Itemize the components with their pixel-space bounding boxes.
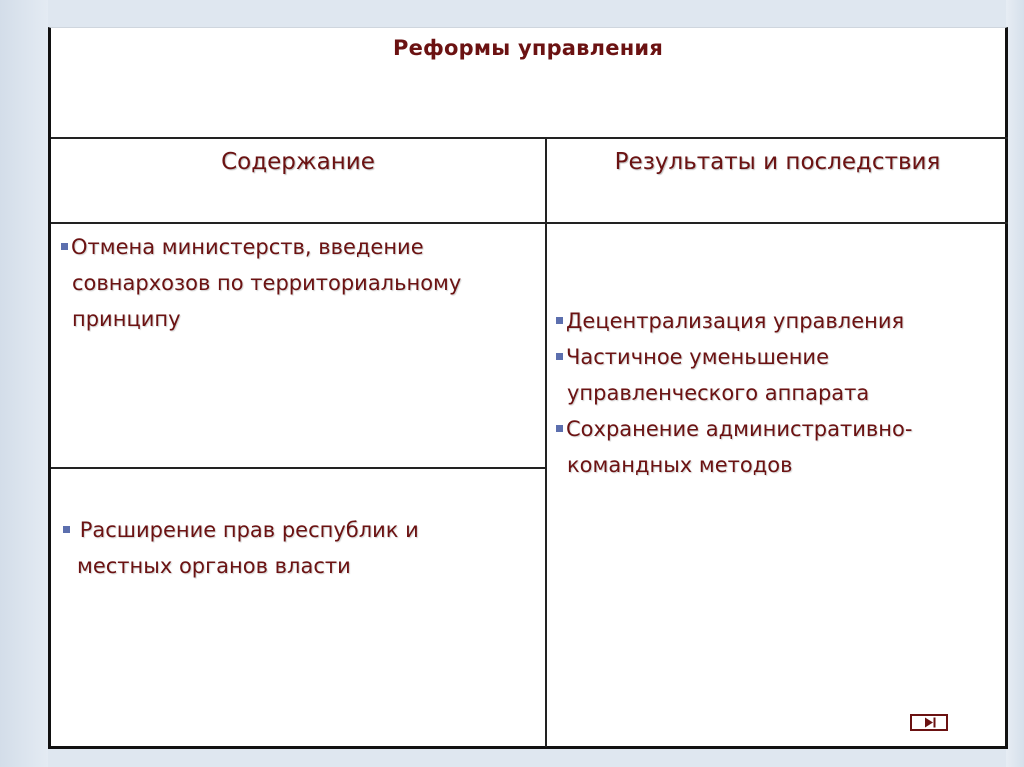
header-row-divider — [51, 222, 1008, 224]
list-item: Расширение прав республик и — [63, 512, 541, 548]
list-item: Частичное уменьшение — [556, 339, 1001, 375]
background-right-panel — [1006, 0, 1024, 767]
square-bullet-icon — [556, 353, 563, 360]
results-cell: Децентрализация управления Частичное уменьшение управленческого аппарата Сохранение административно- командных методов — [556, 303, 1001, 483]
list-item: Сохранение административно- — [556, 411, 1001, 447]
reforms-table — [51, 137, 1008, 747]
square-bullet-icon — [556, 425, 563, 432]
square-bullet-icon — [61, 243, 68, 250]
content-row-divider — [51, 467, 546, 469]
list-item: Децентрализация управления — [556, 303, 1001, 339]
content-cell-1: Отмена министерств, введение совнархозов по территориальному принципу — [61, 229, 541, 337]
background-left-panel — [0, 0, 48, 767]
slide-title: Реформы управления — [392, 36, 664, 60]
content-cell-2: Расширение прав республик и местных органов власти — [63, 512, 541, 584]
next-slide-button[interactable] — [910, 714, 948, 731]
table-top-border — [51, 137, 1008, 139]
next-slide-icon — [912, 716, 946, 729]
square-bullet-icon — [556, 317, 563, 324]
header-results: Результаты и последствия — [614, 149, 941, 175]
header-content: Содержание — [221, 149, 375, 175]
slide — [48, 27, 1008, 749]
square-bullet-icon — [63, 526, 70, 533]
column-divider — [545, 137, 547, 747]
list-item: Отмена министерств, введение — [61, 229, 541, 265]
